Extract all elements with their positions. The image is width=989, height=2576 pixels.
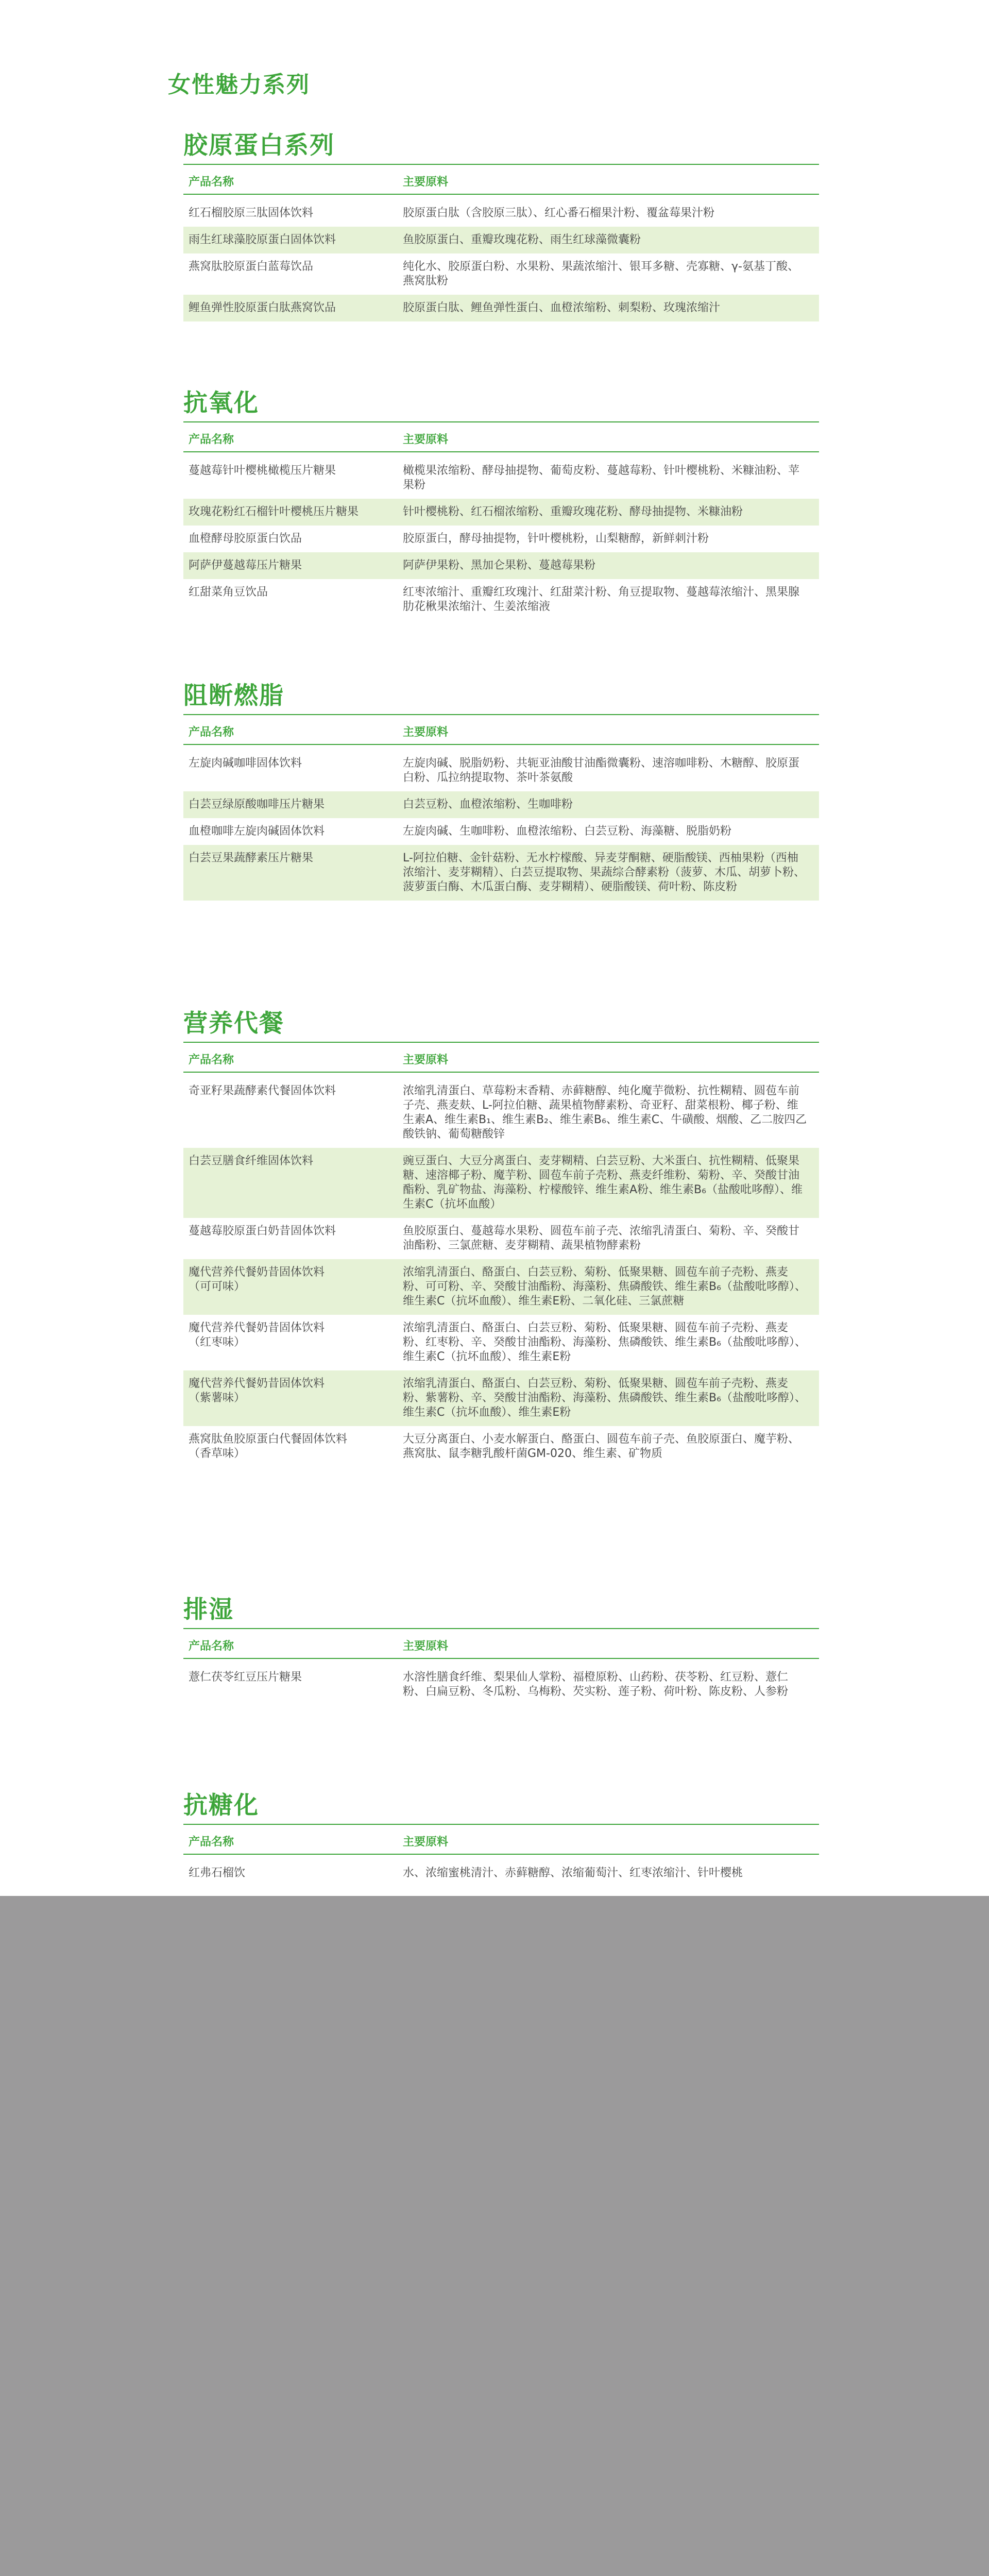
section-header bbox=[183, 128, 819, 165]
table-row bbox=[183, 526, 819, 552]
product-name: 红石榴胶原三肽固体饮料 bbox=[189, 207, 314, 219]
section-header bbox=[183, 385, 819, 422]
table-row bbox=[183, 253, 819, 295]
table-row bbox=[183, 1664, 819, 1705]
table-header bbox=[183, 718, 819, 745]
section-header bbox=[183, 1592, 819, 1629]
ingredients: 浓缩乳清蛋白、酪蛋白、白芸豆粉、菊粉、低聚果糖、圆苞车前子壳粉、燕麦粉、紫薯粉、辛、癸酸甘油酯粉、海藻粉、焦磷酸铁、维生素B₆（盐酸吡哆醇）、维生素C（抗坏血酸）、维生素E粉 bbox=[403, 1377, 806, 1419]
table-row bbox=[183, 791, 819, 818]
table-row bbox=[183, 295, 819, 321]
table-header bbox=[183, 1632, 819, 1659]
product-name: 鲤鱼弹性胶原蛋白肽燕窝饮品 bbox=[189, 301, 336, 314]
column-header-name: 产品名称 bbox=[189, 1639, 234, 1653]
table-row bbox=[183, 1259, 819, 1315]
ingredients: 水溶性膳食纤维、梨果仙人掌粉、福橙原粉、山药粉、茯苓粉、红豆粉、薏仁粉、白扁豆粉、冬瓜粉、乌梅粉、芡实粉、莲子粉、荷叶粉、陈皮粉、人参粉 bbox=[403, 1671, 789, 1698]
column-header-name: 产品名称 bbox=[189, 1053, 234, 1066]
table-row bbox=[183, 1315, 819, 1370]
product-name: 魔代营养代餐奶昔固体饮料 （红枣味） bbox=[189, 1321, 325, 1349]
column-header-name: 产品名称 bbox=[189, 725, 234, 739]
section-collagen bbox=[183, 128, 819, 321]
product-name: 血橙咖啡左旋肉碱固体饮料 bbox=[189, 825, 325, 838]
table-row bbox=[183, 200, 819, 227]
product-name: 白芸豆果蔬酵素压片糖果 bbox=[189, 852, 314, 865]
product-name: 蔓越莓针叶樱桃橄榄压片糖果 bbox=[189, 464, 336, 477]
ingredients: 针叶樱桃粉、红石榴浓缩粉、重瓣玫瑰花粉、酵母抽提物、米糠油粉 bbox=[403, 505, 743, 518]
table-row bbox=[183, 818, 819, 845]
section-dampness bbox=[183, 1592, 819, 1705]
column-header-ingredients: 主要原料 bbox=[403, 175, 449, 189]
ingredients: 胶原蛋白，酵母抽提物，针叶樱桃粉，山梨糖醇，新鲜刺汁粉 bbox=[403, 532, 709, 545]
ingredients: 水、浓缩蜜桃清汁、赤藓糖醇、浓缩葡萄汁、红枣浓缩汁、针叶樱桃 bbox=[403, 1867, 743, 1879]
section-title: 阻断燃脂 bbox=[183, 682, 284, 710]
section-title: 胶原蛋白系列 bbox=[183, 131, 335, 160]
ingredients: 左旋肉碱、脱脂奶粉、共轭亚油酸甘油酯微囊粉、速溶咖啡粉、木糖醇、胶原蛋白粉、瓜拉纳提取物、茶叶茶氨酸 bbox=[403, 757, 800, 784]
table-row bbox=[183, 227, 819, 253]
product-name: 阿萨伊蔓越莓压片糖果 bbox=[189, 559, 302, 572]
section-header bbox=[183, 1006, 819, 1043]
product-name: 燕窝肽鱼胶原蛋白代餐固体饮料 （香草味） bbox=[189, 1433, 348, 1460]
product-name: 雨生红球藻胶原蛋白固体饮料 bbox=[189, 233, 336, 246]
table-row bbox=[183, 1148, 819, 1218]
section-header bbox=[183, 678, 819, 715]
product-name: 红弗石榴饮 bbox=[189, 1867, 246, 1879]
column-header-ingredients: 主要原料 bbox=[403, 725, 449, 739]
product-name: 红甜菜角豆饮品 bbox=[189, 586, 268, 599]
product-name: 白芸豆膳食纤维固体饮料 bbox=[189, 1155, 314, 1167]
ingredients: 浓缩乳清蛋白、草莓粉末香精、赤藓糖醇、纯化魔芋微粉、抗性糊精、圆苞车前子壳、燕麦麸、L-阿拉伯糖、蔬果植物酵素粉、奇亚籽、甜菜根粉、椰子粉、维生素A、维生素B₁、维生素B₂、维生素B₆、维生素C、牛磺酸、烟酸、乙二胺四乙酸铁钠、葡萄糖酸锌 bbox=[403, 1084, 807, 1141]
ingredients: 浓缩乳清蛋白、酪蛋白、白芸豆粉、菊粉、低聚果糖、圆苞车前子壳粉、燕麦粉、红枣粉、辛、癸酸甘油酯粉、海藻粉、焦磷酸铁、维生素B₆（盐酸吡哆醇）、维生素C（抗坏血酸）、维生素E粉 bbox=[403, 1321, 806, 1363]
column-header-ingredients: 主要原料 bbox=[403, 433, 449, 446]
product-name: 血橙酵母胶原蛋白饮品 bbox=[189, 532, 302, 545]
table-row bbox=[183, 1860, 819, 1887]
ingredients: 鱼胶原蛋白、重瓣玫瑰花粉、雨生红球藻微囊粉 bbox=[403, 233, 641, 246]
ingredients: 浓缩乳清蛋白、酪蛋白、白芸豆粉、菊粉、低聚果糖、圆苞车前子壳粉、燕麦粉、可可粉、辛、癸酸甘油酯粉、海藻粉、焦磷酸铁、维生素B₆（盐酸吡哆醇）、维生素C（抗坏血酸）、维生素E粉、二氧化硅、三氯蔗糖 bbox=[403, 1266, 806, 1308]
ingredients: 橄榄果浓缩粉、酵母抽提物、葡萄皮粉、蔓越莓粉、针叶樱桃粉、米糠油粉、苹果粉 bbox=[403, 464, 800, 492]
table-row bbox=[183, 1218, 819, 1259]
table-row bbox=[183, 845, 819, 901]
ingredients: 豌豆蛋白、大豆分离蛋白、麦芽糊精、白芸豆粉、大米蛋白、抗性糊精、低聚果糖、速溶椰子粉、魔芋粉、圆苞车前子壳粉、燕麦纤维粉、菊粉、辛、癸酸甘油酯粉、乳矿物盐、海藻粉、柠檬酸锌、维生素A粉、维生素B₆（盐酸吡哆醇）、维生素C（抗坏血酸） bbox=[403, 1155, 803, 1211]
column-header-ingredients: 主要原料 bbox=[403, 1639, 449, 1653]
section-header bbox=[183, 1788, 819, 1825]
ingredients: 大豆分离蛋白、小麦水解蛋白、酪蛋白、圆苞车前子壳、鱼胶原蛋白、魔芋粉、燕窝肽、鼠李糖乳酸杆菌GM-020、维生素、矿物质 bbox=[403, 1433, 800, 1460]
ingredients: 胶原蛋白肽（含胶原三肽）、红心番石榴果汁粉、覆盆莓果汁粉 bbox=[403, 207, 715, 219]
product-name: 白芸豆绿原酸咖啡压片糖果 bbox=[189, 798, 325, 811]
column-header-name: 产品名称 bbox=[189, 1835, 234, 1849]
product-name: 薏仁茯苓红豆压片糖果 bbox=[189, 1671, 302, 1684]
table-row bbox=[183, 750, 819, 791]
ingredients: 红枣浓缩汁、重瓣红玫瑰汁、红甜菜汁粉、角豆提取物、蔓越莓浓缩汁、黑果腺肋花楸果浓缩汁、生姜浓缩液 bbox=[403, 586, 800, 613]
product-name: 魔代营养代餐奶昔固体饮料 （紫薯味） bbox=[189, 1377, 325, 1404]
table-row bbox=[183, 552, 819, 579]
section-title: 抗氧化 bbox=[183, 389, 259, 417]
ingredients: 鱼胶原蛋白、蔓越莓水果粉、圆苞车前子壳、浓缩乳清蛋白、菊粉、辛、癸酸甘油酯粉、三氯蔗糖、麦芽糊精、蔬果植物酵素粉 bbox=[403, 1225, 800, 1252]
section-meal-replacement bbox=[183, 1006, 819, 1467]
section-antioxidant bbox=[183, 385, 819, 620]
section-title: 排湿 bbox=[183, 1596, 234, 1624]
ingredients: 左旋肉碱、生咖啡粉、血橙浓缩粉、白芸豆粉、海藻糖、脱脂奶粉 bbox=[403, 825, 732, 838]
product-name: 魔代营养代餐奶昔固体饮料 （可可味） bbox=[189, 1266, 325, 1293]
table-row bbox=[183, 1370, 819, 1426]
page-title: 女性魅力系列 bbox=[168, 72, 310, 98]
section-title: 抗糖化 bbox=[183, 1791, 259, 1820]
column-header-ingredients: 主要原料 bbox=[403, 1053, 449, 1066]
product-name: 玫瑰花粉红石榴针叶樱桃压片糖果 bbox=[189, 505, 359, 518]
column-header-name: 产品名称 bbox=[189, 433, 234, 446]
ingredients: L-阿拉伯糖、金针菇粉、无水柠檬酸、异麦芽酮糖、硬脂酸镁、西柚果粉（西柚浓缩汁、麦芽糊精）、白芸豆提取物、果蔬综合酵素粉（菠萝、木瓜、胡萝卜粉、菠萝蛋白酶、木瓜蛋白酶、麦芽糊精）、硬脂酸镁、荷叶粉、陈皮粉 bbox=[403, 852, 806, 893]
table-header bbox=[183, 168, 819, 195]
product-name: 奇亚籽果蔬酵素代餐固体饮料 bbox=[189, 1084, 336, 1097]
table-header bbox=[183, 1828, 819, 1855]
ingredients: 白芸豆粉、血橙浓缩粉、生咖啡粉 bbox=[403, 798, 573, 811]
section-title: 营养代餐 bbox=[183, 1009, 284, 1038]
section-anti-glycation bbox=[183, 1788, 819, 1887]
table-row bbox=[183, 1426, 819, 1467]
ingredients: 纯化水、胶原蛋白粉、水果粉、果蔬浓缩汁、银耳多糖、壳寡糖、γ-氨基丁酸、燕窝肽粉 bbox=[403, 260, 799, 287]
table-row bbox=[183, 457, 819, 499]
product-name: 燕窝肽胶原蛋白蓝莓饮品 bbox=[189, 260, 314, 273]
ingredients: 胶原蛋白肽、鲤鱼弹性蛋白、血橙浓缩粉、刺梨粉、玫瑰浓缩汁 bbox=[403, 301, 721, 314]
column-header-ingredients: 主要原料 bbox=[403, 1835, 449, 1849]
product-name: 蔓越莓胶原蛋白奶昔固体饮料 bbox=[189, 1225, 336, 1238]
ingredients: 阿萨伊果粉、黑加仑果粉、蔓越莓果粉 bbox=[403, 559, 596, 572]
gray-overlay bbox=[0, 1896, 989, 2576]
product-name: 左旋肉碱咖啡固体饮料 bbox=[189, 757, 302, 770]
table-header bbox=[183, 426, 819, 452]
section-fat-burning bbox=[183, 678, 819, 901]
column-header-name: 产品名称 bbox=[189, 175, 234, 189]
table-row bbox=[183, 579, 819, 620]
table-header bbox=[183, 1046, 819, 1073]
table-row bbox=[183, 499, 819, 526]
table-row bbox=[183, 1078, 819, 1148]
